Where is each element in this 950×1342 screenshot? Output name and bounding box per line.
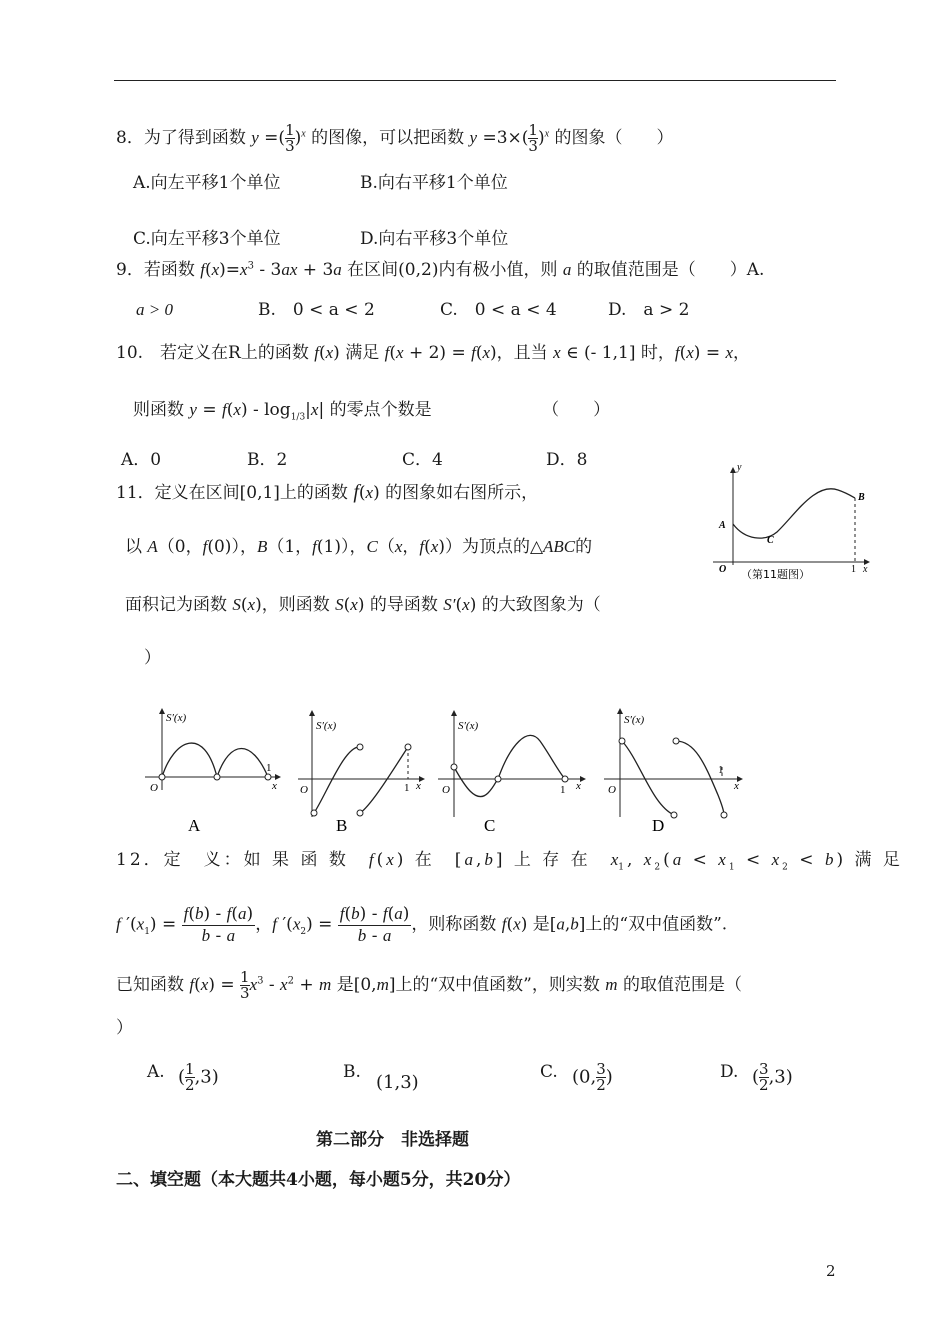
q11-fig-caption: （第11题图） <box>741 568 810 581</box>
q12-option-d-value: ( $\frac{3}{2}$ ,3) <box>752 1060 793 1094</box>
q11-line-2: 以 A（0，f(0)），B（1，f(1)），C（x，f(x)）为顶点的△ABC的 <box>125 537 593 557</box>
graph-c-label: C <box>484 816 496 835</box>
q12-option-c-value: (0, $\frac{3}{2}$ ) <box>572 1060 613 1094</box>
graph-b <box>298 711 424 835</box>
q8-option-b: B.向右平移1个单位 <box>360 173 508 193</box>
graph-d-origin: O <box>608 784 616 796</box>
q12-line-2: f $'(x_1)$ = $\frac{f(b) - f(a)}{b - a}$ ，f $'(x_2)$ = $\frac{f(b) - f(a)}{b - a}$ ，则称函数 f(x) 是[a,b]上的“双中值函数”. <box>116 904 728 946</box>
q11-figure <box>705 460 875 585</box>
q9-option-b: B. 0 < a < 2 <box>258 300 375 320</box>
q8-option-d: D.向右平移3个单位 <box>360 229 509 249</box>
q12-option-d-label: D. <box>720 1062 739 1082</box>
q9-stem: 9．若函数 $f(x)=x^3 - 3ax + 3a$ 在区间(0,2)内有极小值，则 a 的取值范围是（ ）A. <box>116 260 765 280</box>
q11-line-4: ） <box>144 648 161 668</box>
graph-b-x: x <box>416 780 421 792</box>
header-rule <box>114 80 836 81</box>
q10-stem-1: 10. 若定义在R上的函数 f(x) 满足 f(x + 2) = f(x)，且当 x ∈ (- 1,1] 时，f(x) = x， <box>116 343 751 363</box>
q12-option-a-label: A. <box>147 1062 165 1082</box>
q11-line-3: 面积记为函数 S(x)，则函数 S(x) 的导函数 S′(x) 的大致图象为（ <box>125 595 601 615</box>
q10-option-b: B．2 <box>247 450 288 470</box>
q11-line-1: 11．定义在区间[0,1]上的函数 f(x) 的图象如右图所示， <box>116 481 539 503</box>
graph-d-ylabel: S′(x) <box>624 714 645 726</box>
graph-b-ylabel: S′(x) <box>316 720 337 732</box>
graph-b-origin: O <box>300 784 308 796</box>
graph-a-x: x <box>272 780 277 792</box>
graph-a <box>145 709 280 835</box>
graph-c <box>438 711 585 835</box>
q12-line-4: ） <box>116 1018 133 1038</box>
graph-a-origin: O <box>150 782 158 794</box>
q10-option-d: D．8 <box>546 450 588 470</box>
q11-fig-point-b: B <box>858 492 865 503</box>
q11-fig-one: 1 <box>851 564 856 575</box>
q11-fig-point-a: A <box>719 520 726 531</box>
q11-option-graphs <box>140 705 760 840</box>
q9-option-c: C. 0 < a < 4 <box>440 300 557 320</box>
q11-fig-origin: O <box>719 564 727 575</box>
graph-b-one: 1 <box>404 782 410 794</box>
q11-fig-point-c: C <box>767 535 774 546</box>
q10-option-c: C．4 <box>402 450 443 470</box>
graph-d-label: D <box>652 816 665 835</box>
q8-option-c: C.向左平移3个单位 <box>133 229 281 249</box>
part2-title: 第二部分 非选择题 <box>316 1130 469 1150</box>
q12-option-b-label: B. <box>343 1062 361 1082</box>
q9-option-a: a > 0 <box>136 300 173 319</box>
q11-fig-y-label: y <box>737 462 742 473</box>
graph-d-x: x <box>734 780 739 792</box>
page-number: 2 <box>826 1262 836 1280</box>
graph-c-one: 1 <box>560 784 566 796</box>
graph-d-one: 1 <box>718 764 724 776</box>
graph-a-one: 1 <box>266 762 272 774</box>
q10-stem-2: 则函数 $y = f(x) - \log_{1/3}|x|$ 的零点个数是 （ ） <box>133 400 611 423</box>
graph-c-x: x <box>576 780 581 792</box>
graph-d <box>604 709 742 835</box>
q12-option-c-label: C. <box>540 1062 558 1082</box>
graph-a-label: A <box>188 816 201 835</box>
q10-option-a: A．0 <box>121 450 162 470</box>
graph-b-label: B <box>336 816 348 835</box>
q8-option-a: A.向左平移1个单位 <box>133 173 281 193</box>
q11-fig-x-label: x <box>863 564 868 575</box>
q9-option-d: D. a > 2 <box>608 300 690 320</box>
graph-c-ylabel: S′(x) <box>458 720 479 732</box>
q12-line-1: 12．定 义：如 果 函 数 f(x) 在 [a,b] 上 存 在 $x_1$, $x_2(a < x_1 < x_2 < b)$ 满 足 <box>116 850 903 873</box>
section2-title: 二、填空题（本大题共4小题，每小题5分，共20分） <box>116 1170 521 1190</box>
q12-option-b-value: (1,3) <box>376 1072 419 1093</box>
q8-stem: 8．为了得到函数 y =( $\frac{1}{3}$ )$^x$ 的图像，可以把函数 y =3×( $\frac{1}{3}$ )$^x$ 的图象（ ） <box>116 121 674 155</box>
graph-c-origin: O <box>442 784 450 796</box>
q12-line-3: 已知函数 f(x) = $\frac{1}{3}$ $x^3 - x^2 + m$ 是[0,m]上的“双中值函数”，则实数 m 的取值范围是（ <box>116 968 742 1002</box>
graph-a-ylabel: S′(x) <box>166 712 187 724</box>
q12-option-a-value: ( $\frac{1}{2}$ ,3) <box>178 1060 219 1094</box>
